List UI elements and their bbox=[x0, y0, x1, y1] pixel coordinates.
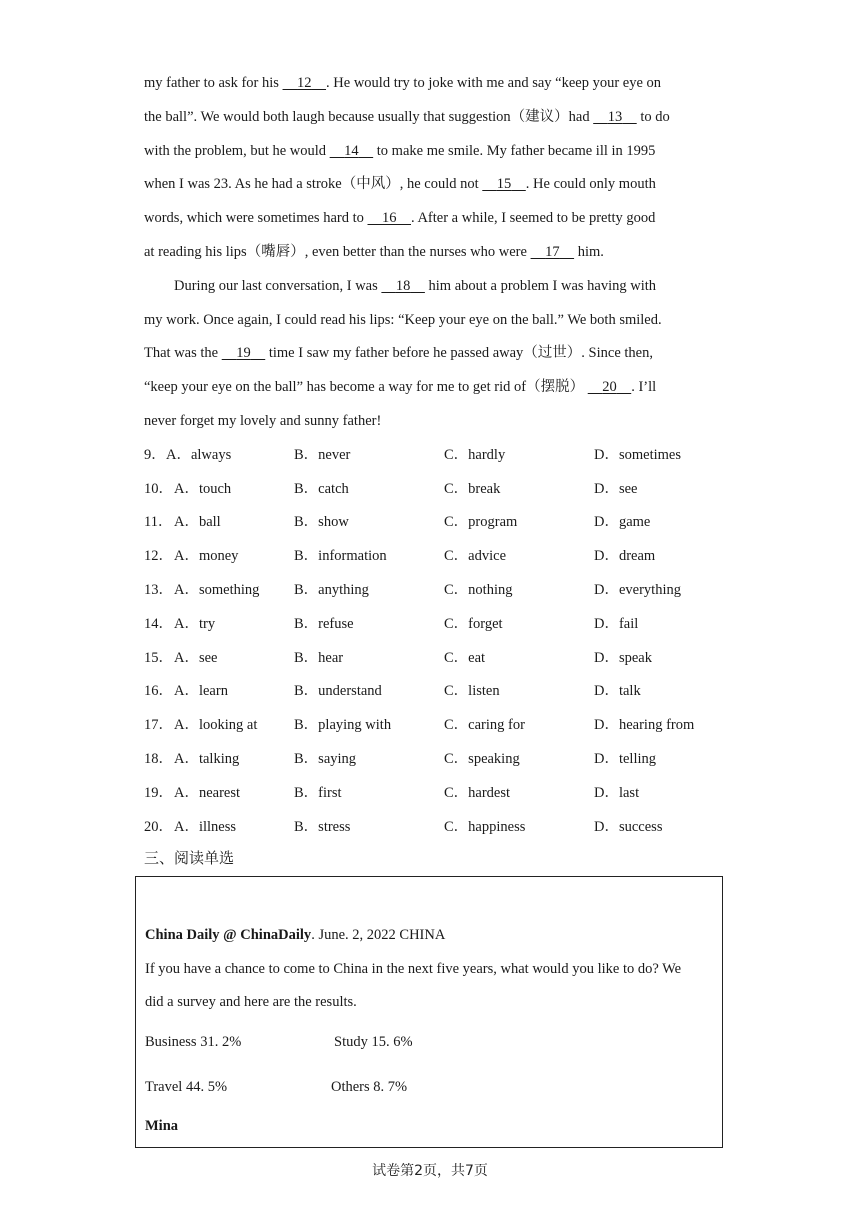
option-a: A．touch bbox=[174, 481, 232, 497]
question-row bbox=[144, 783, 744, 803]
blank-16: 16 bbox=[382, 210, 397, 226]
passage-line bbox=[144, 343, 724, 363]
passage-text: words, which were sometimes hard to bbox=[144, 210, 368, 226]
question-row bbox=[144, 445, 744, 465]
option-a: A．nearest bbox=[174, 785, 241, 801]
passage-text: my father to ask for his bbox=[144, 75, 283, 91]
passage-text: . He could only mouth bbox=[525, 176, 656, 192]
blank-12: 12 bbox=[297, 75, 312, 91]
question-number: 10． bbox=[144, 481, 173, 497]
option-d: D．hearing from bbox=[594, 717, 695, 733]
question-number: 9． bbox=[144, 447, 166, 463]
question-number: 13． bbox=[144, 582, 173, 598]
blank-13: 13 bbox=[607, 109, 623, 125]
question-number: 17． bbox=[144, 717, 173, 733]
survey-travel: Travel 44. 5% bbox=[145, 1079, 228, 1095]
option-d: D．talk bbox=[594, 683, 641, 699]
option-c: C．advice bbox=[444, 548, 507, 564]
option-c: C．nothing bbox=[444, 582, 513, 598]
question-number: 15． bbox=[144, 650, 173, 666]
blank-17: 17 bbox=[545, 244, 560, 260]
passage-text: with the problem, but he would bbox=[144, 143, 330, 159]
source-date: . June. 2, 2022 CHINA bbox=[311, 927, 446, 943]
person-name: Mina bbox=[145, 1118, 179, 1134]
passage-line bbox=[144, 377, 724, 397]
intro-line: did a survey and here are the results. bbox=[145, 994, 357, 1010]
option-c: C．forget bbox=[444, 616, 503, 632]
page-footer: 试卷第2页，共7页 bbox=[372, 1163, 488, 1179]
option-c: C．listen bbox=[444, 683, 500, 699]
option-d: D．fail bbox=[594, 616, 639, 632]
option-d: D．telling bbox=[594, 751, 657, 767]
question-row bbox=[144, 546, 744, 566]
option-c: C．hardly bbox=[444, 447, 506, 463]
passage-line bbox=[144, 208, 724, 228]
question-row bbox=[144, 648, 744, 668]
survey-others: Others 8. 7% bbox=[331, 1079, 408, 1095]
passage-text: During our last conversation, I was bbox=[174, 278, 382, 294]
intro-line: If you have a chance to come to China in the next five years, what would you like to do? We bbox=[145, 961, 682, 977]
passage-text: to do bbox=[636, 109, 670, 125]
option-a: A．try bbox=[174, 616, 216, 632]
option-c: C．caring for bbox=[444, 717, 525, 733]
passage-line bbox=[144, 310, 724, 330]
option-b: B．playing with bbox=[294, 717, 392, 733]
option-c: C．speaking bbox=[444, 751, 520, 767]
option-b: B．saying bbox=[294, 751, 357, 767]
option-a: A．see bbox=[174, 650, 218, 666]
question-number: 12． bbox=[144, 548, 173, 564]
question-row bbox=[144, 479, 744, 499]
option-c: C．hardest bbox=[444, 785, 511, 801]
option-d: D．success bbox=[594, 819, 663, 835]
question-number: 11． bbox=[144, 514, 173, 530]
option-b: B．understand bbox=[294, 683, 382, 699]
option-d: D．dream bbox=[594, 548, 656, 564]
option-a: A．something bbox=[174, 582, 260, 598]
passage-text: him. bbox=[574, 244, 604, 260]
question-number: 19． bbox=[144, 785, 173, 801]
option-d: D．sometimes bbox=[594, 447, 681, 463]
option-c: C．program bbox=[444, 514, 518, 530]
question-row bbox=[144, 749, 744, 769]
option-a: A．illness bbox=[174, 819, 237, 835]
option-b: B．first bbox=[294, 785, 342, 801]
option-d: D．last bbox=[594, 785, 640, 801]
passage-text: when I was 23. As he had a stroke（中风）, he could not bbox=[144, 176, 483, 192]
passage-text: time I saw my father before he passed away（过世）. Since then, bbox=[265, 345, 653, 361]
option-b: B．stress bbox=[294, 819, 351, 835]
source-line bbox=[145, 925, 445, 945]
survey-business: Business 31. 2% bbox=[145, 1034, 242, 1050]
passage-line bbox=[144, 141, 724, 161]
option-b: B．never bbox=[294, 447, 351, 463]
passage-line bbox=[144, 242, 724, 262]
passage-line bbox=[174, 276, 754, 296]
survey-study: Study 15. 6% bbox=[334, 1034, 413, 1050]
question-row bbox=[144, 512, 744, 532]
question-row bbox=[144, 580, 744, 600]
passage-line bbox=[144, 73, 724, 93]
option-a: A．money bbox=[174, 548, 239, 564]
option-b: B．show bbox=[294, 514, 349, 530]
question-row bbox=[144, 681, 744, 701]
option-b: B．hear bbox=[294, 650, 344, 666]
passage-text: the ball”. We would both laugh because usually that suggestion（建议）had bbox=[144, 109, 594, 125]
option-d: D．speak bbox=[594, 650, 652, 666]
blank-15: 15 bbox=[496, 176, 512, 192]
source-name: China Daily @ ChinaDaily bbox=[145, 927, 312, 943]
blank-18: 18 bbox=[395, 278, 411, 294]
question-row bbox=[144, 817, 744, 837]
option-a: A．talking bbox=[174, 751, 240, 767]
passage-text: to make me smile. My father became ill in 1995 bbox=[373, 143, 656, 159]
option-d: D．everything bbox=[594, 582, 681, 598]
option-c: C．eat bbox=[444, 650, 486, 666]
option-b: B．catch bbox=[294, 481, 349, 497]
option-b: B．refuse bbox=[294, 616, 354, 632]
question-number: 18． bbox=[144, 751, 173, 767]
passage-text: at reading his lips（嘴唇）, even better than the nurses who were bbox=[144, 244, 531, 260]
option-a: A．ball bbox=[174, 514, 221, 530]
passage-text: . I’ll bbox=[631, 379, 657, 395]
option-a: A．always bbox=[166, 447, 232, 463]
blank-20: 20 bbox=[602, 379, 617, 395]
section-heading: 三、阅读单选 bbox=[144, 849, 235, 867]
question-row bbox=[144, 715, 744, 735]
question-number: 16． bbox=[144, 683, 173, 699]
blank-19: 19 bbox=[236, 345, 251, 361]
blank-14: 14 bbox=[344, 143, 359, 159]
passage-text: . After a while, I seemed to be pretty good bbox=[411, 210, 656, 226]
passage-text: my work. Once again, I could read his lips: “Keep your eye on the ball.” We both smiled. bbox=[144, 312, 662, 328]
passage-text: him about a problem I was having with bbox=[424, 278, 657, 294]
option-d: D．game bbox=[594, 514, 651, 530]
passage-text: . He would try to joke with me and say “keep your eye on bbox=[326, 75, 662, 91]
passage-text: never forget my lovely and sunny father! bbox=[144, 413, 382, 429]
passage-line bbox=[144, 174, 724, 194]
reading-box bbox=[135, 876, 723, 1148]
question-row bbox=[144, 614, 744, 634]
option-c: C．happiness bbox=[444, 819, 526, 835]
question-number: 20． bbox=[144, 819, 173, 835]
option-c: C．break bbox=[444, 481, 501, 497]
question-number: 14． bbox=[144, 616, 173, 632]
option-d: D．see bbox=[594, 481, 638, 497]
option-a: A．learn bbox=[174, 683, 228, 699]
passage-line bbox=[144, 107, 724, 127]
option-b: B．information bbox=[294, 548, 387, 564]
passage-text: “keep your eye on the ball” has become a way for me to get rid of（摆脱） bbox=[144, 379, 588, 395]
passage-line bbox=[144, 411, 724, 431]
option-a: A．looking at bbox=[174, 717, 258, 733]
option-b: B．anything bbox=[294, 582, 369, 598]
passage-text: That was the bbox=[144, 345, 222, 361]
